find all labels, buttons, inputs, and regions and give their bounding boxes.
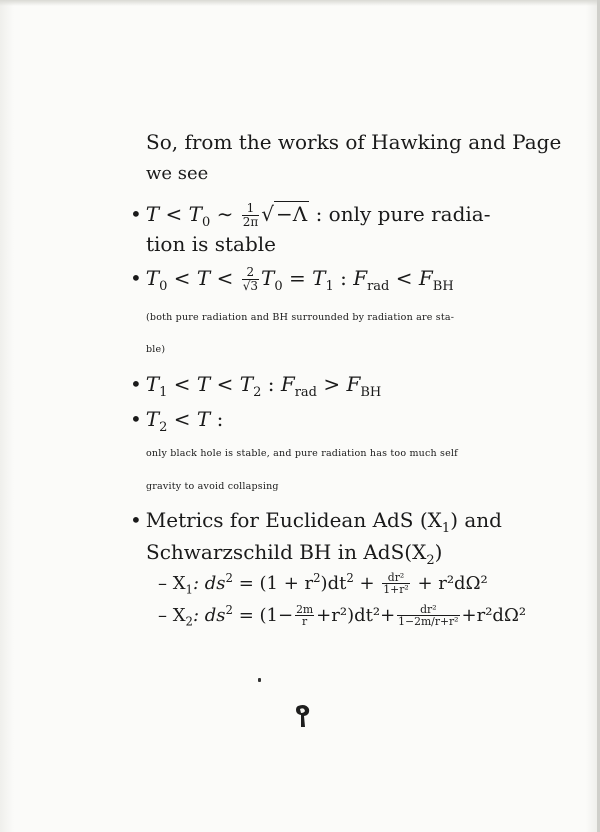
radicand: −Λ xyxy=(276,202,308,226)
sub-bh: BH xyxy=(432,279,454,294)
frac-den: √3 xyxy=(242,279,259,293)
metrics-line-1-end: ) and xyxy=(450,508,502,532)
metrics-line-2-end: ) xyxy=(434,540,443,564)
scan-top-shadow xyxy=(0,0,600,6)
sub-rad: rad xyxy=(294,385,317,400)
frac-num: 1 xyxy=(242,202,260,216)
metric-body-1: = (1 + r xyxy=(232,572,314,594)
bullet-2: • $T_0 < T$ < $\frac{2}{√3}$ $T_0 = T_1$ : $F_{rad} < F_{BH}$ xyxy=(130,265,454,294)
bullet-dot: • xyxy=(130,266,142,290)
metric-fraction-dr xyxy=(397,604,459,628)
metric-x2: – $X_2$: $ds^2 = (1-$ $\frac{2m}{r}$ +r²)dt²+ $\frac{\text{dr²}}{\text{1−2m/r+r²}}$ +r²dΩ² xyxy=(158,602,527,629)
metric-label: – X xyxy=(158,604,186,626)
bullet-5 xyxy=(130,508,502,536)
sub-one: 1 xyxy=(441,521,451,536)
metric-label: – X xyxy=(158,572,186,594)
bullet-5-continuation xyxy=(146,540,443,568)
sub-two: 2 xyxy=(426,553,435,568)
metrics-line-1: Metrics for Euclidean AdS (X xyxy=(145,508,442,532)
metric-eq: : ds xyxy=(192,572,226,594)
sub-bh: BH xyxy=(360,385,382,400)
bullet-dot: • xyxy=(130,407,142,431)
bullet-1-continuation: tion is stable xyxy=(146,232,276,256)
metric-tail: +r²dΩ² xyxy=(461,604,527,626)
fraction-1-over-2pi xyxy=(242,202,260,228)
frac-den: r xyxy=(302,615,308,629)
bullet-2-note-2: ble) xyxy=(146,344,166,355)
metrics-line-2: Schwarzschild BH in AdS(X xyxy=(146,540,427,564)
var-t: T xyxy=(145,202,160,226)
frac-num: 2m xyxy=(296,603,314,616)
page-number-stamp-icon xyxy=(292,703,314,729)
bullet-dot: • xyxy=(130,372,142,396)
metric-sub: 1 xyxy=(185,582,193,597)
bullet-4-note-2: gravity to avoid collapsing xyxy=(146,481,279,492)
bullet-1: • $T < T_0$ ∼ $\frac{1}{2\pi}$ √ −Λ : only pure radia- xyxy=(130,201,491,230)
bullet-4: • $T_2 < T$ : xyxy=(130,407,224,435)
bullet-1-tail: : only pure radia- xyxy=(315,202,491,226)
sub-zero: 0 xyxy=(201,215,211,230)
frac-den: 1+r² xyxy=(383,583,409,597)
bullet-dot: • xyxy=(130,508,142,532)
metric-x1: – $X_1$: $ds^2 = (1 + r^2)dt^2$ + $\frac{\text{dr²}}{\text{1+r²}}$ + r²dΩ² xyxy=(158,570,488,597)
metric-body-1: = (1− xyxy=(232,604,294,626)
metric-fraction xyxy=(382,572,409,596)
metric-fraction-2m-r xyxy=(295,604,314,628)
frac-num: 2 xyxy=(242,266,259,280)
metric-tail: + r²dΩ² xyxy=(417,572,488,594)
frac-den: 1−2m/r+r² xyxy=(398,615,459,629)
intro-line-1: So, from the works of Hawking and Page xyxy=(146,130,562,154)
frac-num: dr² xyxy=(382,572,409,584)
metric-sub: 2 xyxy=(185,614,193,629)
metric-body-2: +r²)dt²+ xyxy=(316,604,396,626)
bullet-4-note-1: only black hole is stable, and pure radiation has too much self xyxy=(146,448,458,459)
metric-eq: : ds xyxy=(192,604,226,626)
frac-num: dr² xyxy=(397,604,459,616)
frac-den: 2π xyxy=(242,215,259,229)
scan-speck xyxy=(258,678,261,682)
bullet-2-note-1: (both pure radiation and BH surrounded by radiation are sta- xyxy=(146,312,455,323)
fraction-2-over-sqrt3 xyxy=(242,266,259,292)
bullet-3: • $T_1 < T < T_2$ : $F_{rad} > F_{BH}$ xyxy=(130,372,382,400)
metric-body-2: )dt xyxy=(320,572,347,594)
sub-rad: rad xyxy=(367,279,390,294)
bullet-dot: • xyxy=(130,202,142,226)
intro-line-2: we see xyxy=(146,163,209,184)
